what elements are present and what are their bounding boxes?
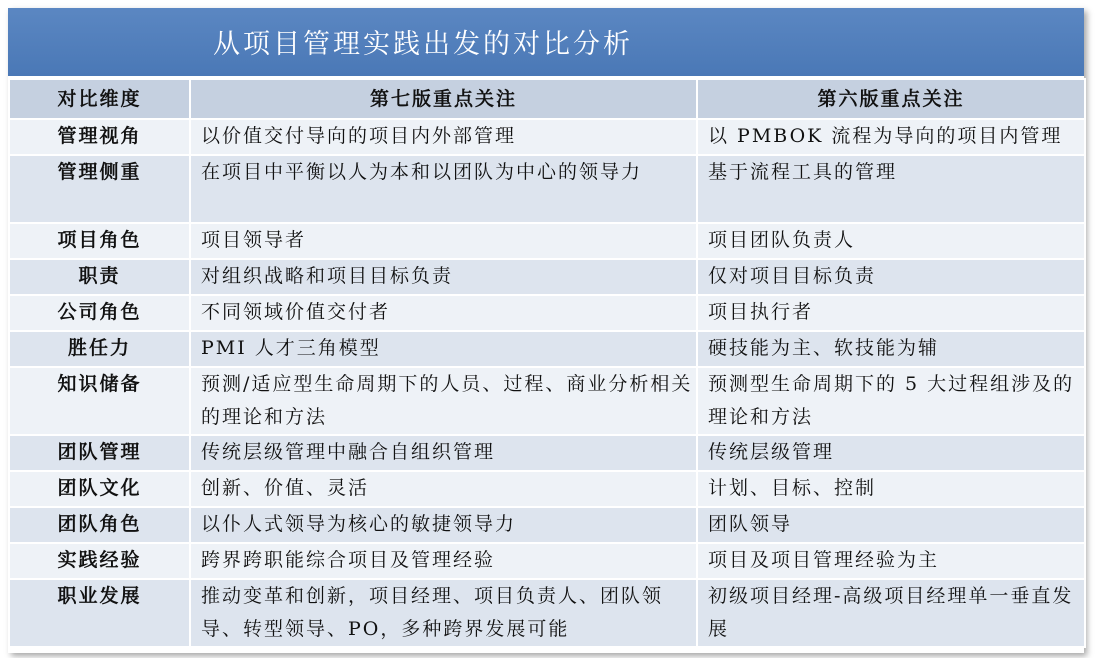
row-v7: 不同领域价值交付者 [190, 295, 697, 331]
row-dimension: 胜任力 [9, 331, 190, 367]
comparison-slide [8, 8, 1084, 653]
row-v7: 在项目中平衡以人为本和以团队为中心的领导力 [190, 155, 697, 223]
row-dimension: 职业发展 [9, 579, 190, 647]
row-v6: 仅对项目目标负责 [697, 259, 1085, 295]
row-v7: 跨界跨职能综合项目及管理经验 [190, 543, 697, 579]
table-row [9, 579, 1085, 647]
header-v7: 第七版重点关注 [190, 79, 697, 119]
row-dimension: 管理侧重 [9, 155, 190, 223]
comparison-table [8, 78, 1086, 648]
row-v6: 传统层级管理 [697, 435, 1085, 471]
row-v7: 预测/适应型生命周期下的人员、过程、商业分析相关的理论和方法 [190, 367, 697, 435]
row-dimension: 团队管理 [9, 435, 190, 471]
row-dimension: 职责 [9, 259, 190, 295]
table-row [9, 435, 1085, 471]
header-v6: 第六版重点关注 [697, 79, 1085, 119]
row-dimension: 实践经验 [9, 543, 190, 579]
row-v7: 传统层级管理中融合自组织管理 [190, 435, 697, 471]
table-row [9, 259, 1085, 295]
row-dimension: 团队文化 [9, 471, 190, 507]
row-v6: 硬技能为主、软技能为辅 [697, 331, 1085, 367]
table-row [9, 331, 1085, 367]
row-v7: 推动变革和创新，项目经理、项目负责人、团队领导、转型领导、PO，多种跨界发展可能 [190, 579, 697, 647]
row-v6: 项目执行者 [697, 295, 1085, 331]
table-row [9, 543, 1085, 579]
row-v6: 项目团队负责人 [697, 223, 1085, 259]
row-dimension: 管理视角 [9, 119, 190, 155]
row-dimension: 团队角色 [9, 507, 190, 543]
title-bar [8, 8, 1084, 76]
table-row [9, 295, 1085, 331]
row-dimension: 项目角色 [9, 223, 190, 259]
row-v7: 对组织战略和项目目标负责 [190, 259, 697, 295]
table-row [9, 507, 1085, 543]
row-v7: 以价值交付导向的项目内外部管理 [190, 119, 697, 155]
table-row [9, 367, 1085, 435]
slide-title: 从项目管理实践出发的对比分析 [213, 29, 633, 60]
row-v7: PMI 人才三角模型 [190, 331, 697, 367]
row-v6: 预测型生命周期下的 5 大过程组涉及的理论和方法 [697, 367, 1085, 435]
row-v6: 团队领导 [697, 507, 1085, 543]
header-dimension: 对比维度 [9, 79, 190, 119]
row-v6: 初级项目经理-高级项目经理单一垂直发展 [697, 579, 1085, 647]
table-row [9, 223, 1085, 259]
table-row [9, 119, 1085, 155]
table-row [9, 471, 1085, 507]
row-v6: 基于流程工具的管理 [697, 155, 1085, 223]
row-v7: 项目领导者 [190, 223, 697, 259]
row-v7: 创新、价值、灵活 [190, 471, 697, 507]
row-v6: 项目及项目管理经验为主 [697, 543, 1085, 579]
row-dimension: 公司角色 [9, 295, 190, 331]
table-header-row [9, 79, 1085, 119]
row-v7: 以仆人式领导为核心的敏捷领导力 [190, 507, 697, 543]
row-v6: 计划、目标、控制 [697, 471, 1085, 507]
row-v6: 以 PMBOK 流程为导向的项目内管理 [697, 119, 1085, 155]
table-row [9, 155, 1085, 223]
row-dimension: 知识储备 [9, 367, 190, 435]
